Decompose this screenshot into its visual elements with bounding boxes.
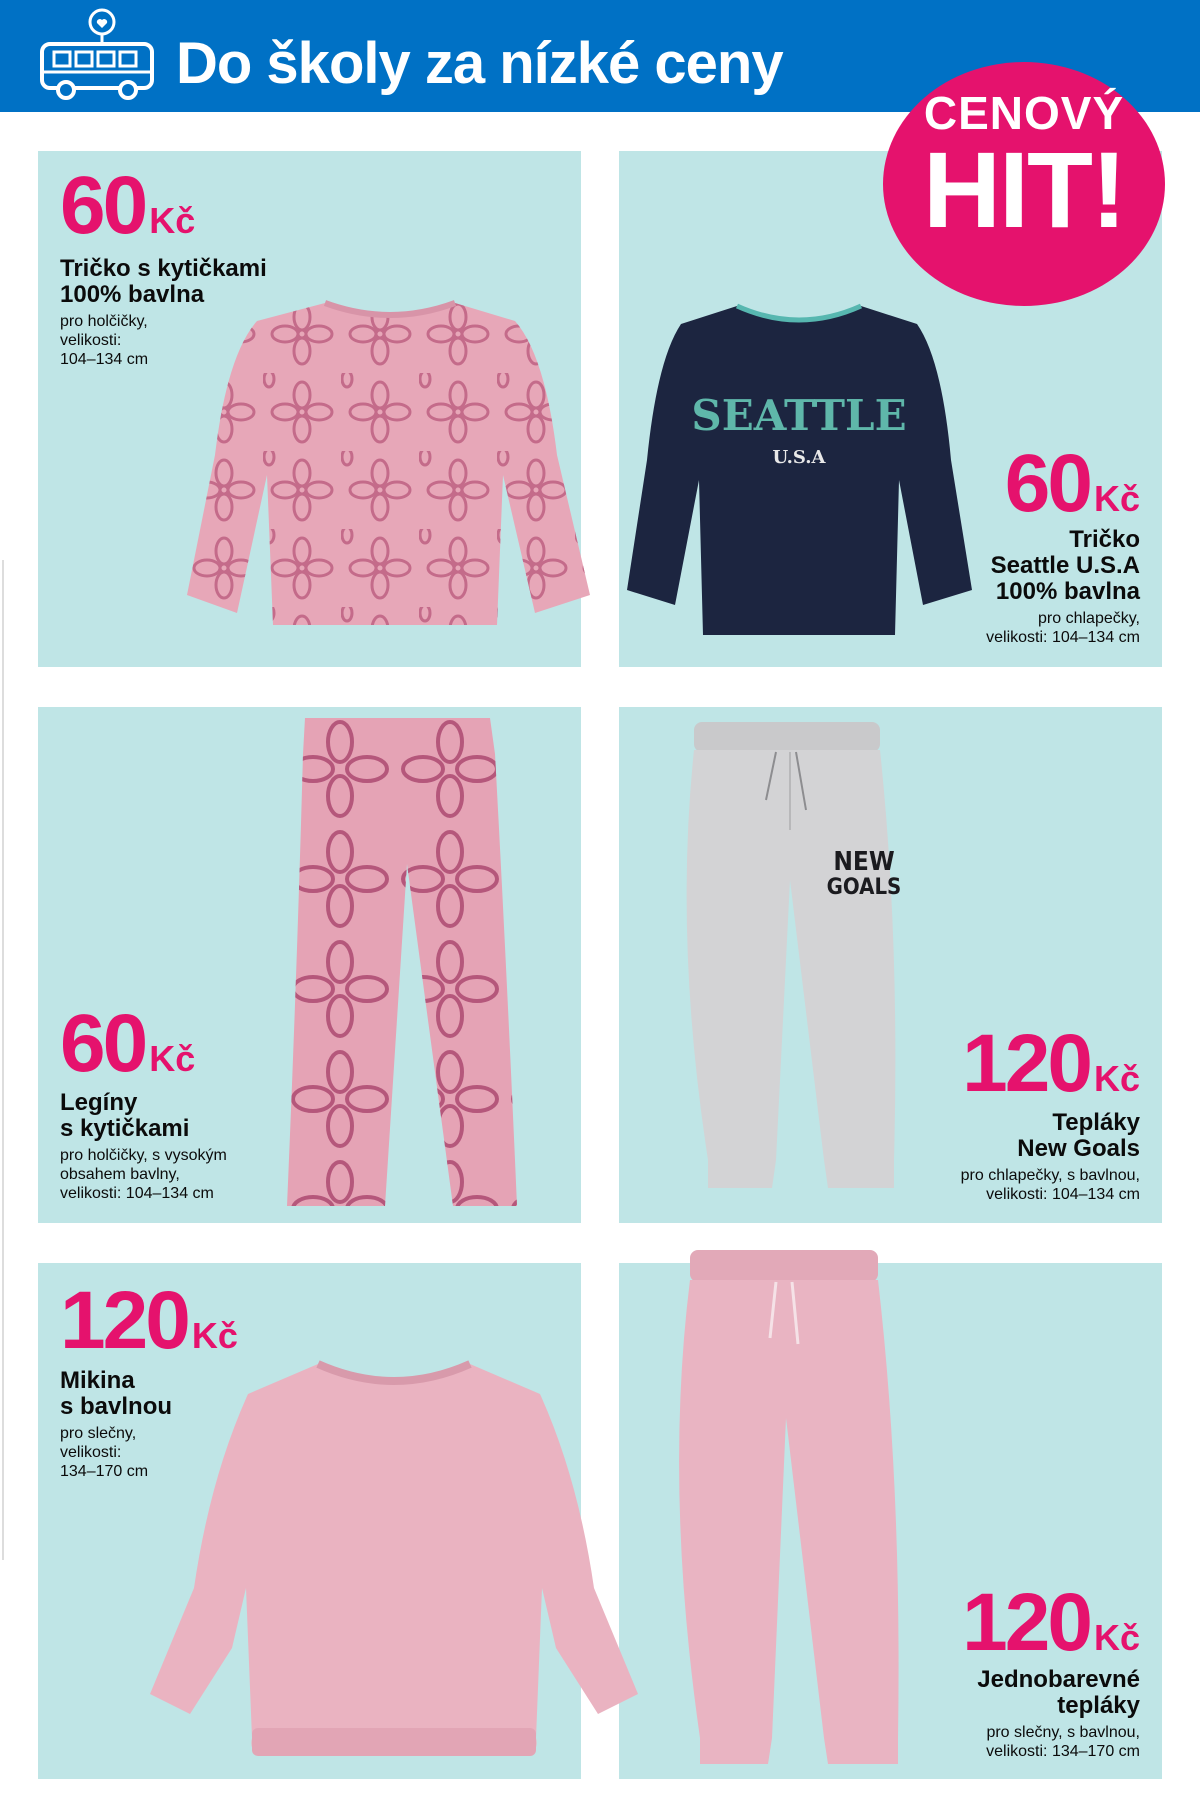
desc-line: 134–170 cm (60, 1463, 149, 1480)
badge-line1: CENOVÝ (923, 87, 1125, 139)
desc-line: velikosti: 104–134 cm (986, 629, 1140, 646)
name-line: Tričko s kytičkami (60, 255, 267, 282)
price-value: 60 (60, 160, 146, 251)
page-edge-rule (2, 560, 4, 1560)
info-plain-joggers (977, 1667, 1140, 1761)
desc-line: pro slečny, s bavlnou, (986, 1724, 1140, 1741)
goals-print-text: GOALS (826, 875, 902, 900)
desc-line: velikosti: 104–134 cm (60, 1185, 214, 1202)
desc-line: pro chlapečky, s bavlnou, (960, 1167, 1140, 1184)
desc-line: 104–134 cm (60, 351, 149, 368)
price-hit-badge (883, 62, 1165, 306)
product-description (60, 1146, 227, 1203)
sweatshirt-image (148, 1358, 640, 1760)
price-currency: Kč (1093, 1617, 1140, 1658)
new-print-text: NEW (833, 847, 895, 877)
price-value: 60 (60, 998, 146, 1089)
price-value: 120 (60, 1275, 188, 1366)
product-name (986, 527, 1140, 605)
name-line: s bavlnou (60, 1393, 173, 1420)
info-new-goals-joggers (961, 1110, 1140, 1204)
product-name (60, 1090, 227, 1142)
school-bus-heart-icon (36, 6, 158, 102)
name-line: 100% bavlna (60, 281, 205, 308)
price-currency: Kč (149, 1038, 196, 1079)
price-sweatshirt (60, 1275, 238, 1366)
desc-line: velikosti: 134–170 cm (986, 1743, 1140, 1760)
desc-line: pro slečny, (60, 1425, 137, 1442)
price-currency: Kč (1093, 1058, 1140, 1099)
flower-leggings-image (285, 714, 525, 1214)
info-flower-leggings (60, 1090, 227, 1203)
info-seattle-tshirt (986, 527, 1140, 647)
name-line: Tepláky (1052, 1109, 1140, 1136)
seattle-print-text: SEATTLE (691, 391, 907, 440)
product-name (977, 1667, 1140, 1719)
desc-line: pro holčičky, (60, 313, 148, 330)
desc-line: pro chlapečky, (1038, 610, 1140, 627)
product-name (60, 256, 267, 308)
name-line: Jednobarevné (977, 1666, 1140, 1693)
desc-line: velikosti: 104–134 cm (986, 1186, 1140, 1203)
price-currency: Kč (149, 200, 196, 241)
price-value: 120 (962, 1577, 1090, 1668)
price-value: 60 (1004, 438, 1090, 529)
plain-joggers-image (660, 1248, 910, 1768)
price-seattle-tshirt (1004, 438, 1140, 529)
desc-line: velikosti: (60, 1444, 122, 1461)
name-line: 100% bavlna (995, 578, 1140, 605)
seattle-tshirt-image (617, 300, 981, 640)
name-line: New Goals (1017, 1135, 1140, 1162)
product-description (977, 1723, 1140, 1761)
product-name (961, 1110, 1140, 1162)
price-plain-joggers (962, 1577, 1140, 1668)
price-flower-tshirt (60, 160, 196, 251)
new-goals-joggers-image (668, 720, 908, 1190)
usa-print-text: U.S.A (772, 447, 826, 468)
name-line: Legíny (60, 1089, 138, 1116)
name-line: Tričko (1069, 526, 1140, 553)
price-currency: Kč (191, 1315, 238, 1356)
product-name (60, 1368, 172, 1420)
name-line: s kytičkami (60, 1115, 190, 1142)
badge-line2: HIT! (923, 129, 1125, 250)
price-currency: Kč (1093, 478, 1140, 519)
desc-line: obsahem bavlny, (60, 1166, 180, 1183)
price-flower-leggings (60, 998, 196, 1089)
price-new-goals-joggers (962, 1018, 1140, 1109)
desc-line: pro holčičky, s vysokým (60, 1147, 227, 1164)
price-value: 120 (962, 1018, 1090, 1109)
info-sweatshirt (60, 1368, 172, 1481)
product-description (60, 1424, 172, 1481)
name-line: tepláky (1057, 1692, 1140, 1719)
product-description (961, 1166, 1140, 1204)
name-line: Mikina (60, 1367, 135, 1394)
info-flower-tshirt (60, 256, 267, 369)
desc-line: velikosti: (60, 332, 122, 349)
page-title: Do školy za nízké ceny (176, 31, 783, 96)
name-line: Seattle U.S.A (990, 552, 1140, 579)
product-description (986, 609, 1140, 647)
product-description (60, 312, 267, 369)
